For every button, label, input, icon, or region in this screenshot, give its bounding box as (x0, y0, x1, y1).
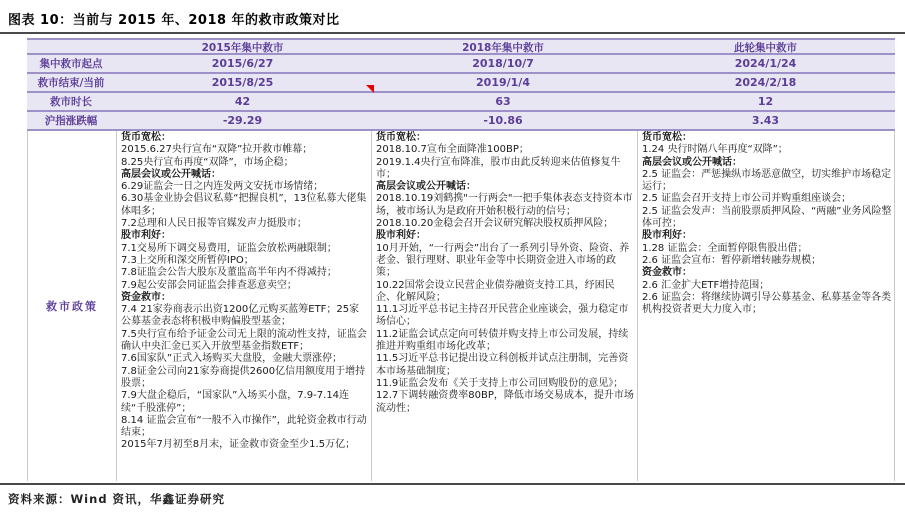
row-label: 集中救市起点 (39, 58, 103, 70)
policy-item: 7.8证监会公告大股东及董监高半年内不得减持； (121, 267, 337, 279)
summary-value: 12 (757, 95, 774, 108)
figure-title: 图表 10：当前与 2015 年、2018 年的救市政策对比 (8, 13, 340, 28)
policy-row (27, 131, 895, 481)
policy-column (371, 131, 637, 481)
summary-value: -29.29 (222, 114, 263, 127)
title-rule (0, 32, 905, 34)
summary-row (27, 55, 895, 74)
policy-section-header: 股市利好： (121, 230, 171, 242)
summary-row (27, 93, 895, 112)
policy-column (637, 131, 896, 481)
policy-column (116, 131, 371, 481)
summary-value: 2018/10/7 (472, 57, 534, 70)
summary-value: 2015/6/27 (211, 57, 274, 70)
policy-item: 10.22国常会设立民营企业债券融资支持工具，纾困民企、化解风险； (376, 279, 615, 303)
policy-item: 11.5习近平总书记提出设立科创板并试点注册制，完善资本市场基础制度； (376, 353, 629, 377)
summary-value: 2019/1/4 (476, 76, 530, 89)
row-label: 救市结束/当前 (37, 77, 105, 89)
summary-value: -10.86 (483, 114, 523, 127)
policy-item: 2.5 证监会：严惩操纵市场恶意做空，切实维护市场稳定运行； (642, 168, 892, 193)
row-label: 救市时长 (50, 96, 92, 108)
summary-value: 2024/1/24 (734, 57, 797, 70)
policy-section-header: 高层会议或公开喊话： (376, 181, 476, 193)
policy-comparison-table (27, 38, 895, 481)
policy-item: 2.6 证监会宣布：暂停新增转融券规模； (642, 254, 822, 266)
policy-section-header: 高层会议或公开喊话： (642, 156, 742, 168)
policy-item: 7.9大盘企稳后，“国家队”入场买小盘，7.9-7.14连续“千股涨停”； (121, 390, 350, 414)
policy-item: 7.4 21家券商表示出资1200亿元购买蓝筹ETF；25家公募基金表态将积极申购偏股型基金； (121, 304, 360, 328)
policy-item: 7.2总理和人民日报等官媒发声力挺股市； (121, 218, 307, 230)
policy-item: 7.6国家队”正式入场购买大盘股，金融大票涨停； (121, 353, 343, 365)
column-header: 2018年集中救市 (462, 42, 544, 54)
policy-item: 7.1交易所下调交易费用，证监会放松两融限制； (121, 242, 337, 254)
policy-item: 2.5 证监会召开支持上市公司并购重组座谈会； (642, 193, 852, 205)
policy-section-header: 股市利好： (642, 230, 692, 242)
policy-item: 7.3上交所和深交所暂停IPO； (121, 254, 254, 266)
source-note: 资料来源：Wind 资讯，华鑫证券研究 (8, 492, 226, 506)
policy-item: 1.28 证监会：全面暂停限售股出借； (642, 242, 808, 254)
policy-item: 2.5 证监会发声：当前股票质押风险、“两融”业务风险整体可控； (642, 205, 892, 230)
column-header: 此轮集中救市 (734, 42, 797, 54)
summary-value: 2024/2/18 (734, 76, 797, 89)
row-label: 沪指涨跌幅 (44, 115, 98, 127)
table-header-row (27, 40, 895, 55)
policy-item: 6.29证监会一日之内连发两文安抚市场情绪； (121, 181, 324, 193)
policy-item: 2018.10.7宣布全面降准100BP； (376, 144, 529, 156)
policy-item: 2015.6.27央行宣布“双降”拉开救市帷幕； (121, 144, 313, 156)
summary-row (27, 74, 895, 93)
policy-item: 11.9证监会发布《关于支持上市公司回购股份的意见》； (376, 377, 624, 389)
policy-item: 10月开始，“一行两会”出台了一系列引导外资、险资、养老金、银行理财、职业年金等中长期资金进入市场的政策； (376, 242, 630, 279)
red-triangle-cell-flag-icon (366, 85, 374, 93)
policy-item: 8.14 证监会宣布“一般不入市操作”，此轮资金救市行动结束； (121, 414, 367, 439)
policy-section-header: 高层会议或公开喊话： (121, 168, 221, 180)
policy-item: 2018.10.19刘鹤携"一行两会"一把手集体表态支持资本市场，被市场认为是政府开始积极行动的信号； (376, 193, 633, 217)
policy-section-header: 货币宽松： (376, 132, 426, 143)
policy-item: 6.30基金业协会倡议私募“把握良机”，13位私募大佬集体唱多； (121, 193, 367, 217)
summary-rows (27, 55, 895, 131)
policy-section-header: 货币宽松： (642, 132, 692, 143)
policy-section-header: 资金救市： (121, 291, 171, 303)
policy-item: 2.6 证监会：将继续协调引导公募基金、私募基金等各类机构投资者更大力度入市； (642, 291, 892, 316)
summary-row (27, 112, 895, 131)
policy-item: 2015年7月初至8月末，证金救市资金至少1.5万亿； (121, 439, 356, 451)
policy-item: 11.1习近平总书记主持召开民营企业座谈会，强力稳定市场信心； (376, 304, 629, 328)
summary-value: 42 (234, 95, 251, 108)
policy-item: 2019.1.4央行宣布降准，股市由此反转迎来估值修复牛市； (376, 156, 621, 180)
policy-item: 1.24 央行时隔八年再度“双降”； (642, 144, 788, 156)
policy-section-header: 货币宽松： (121, 132, 171, 143)
policy-section-header: 资金救市： (642, 267, 692, 279)
summary-value: 63 (495, 95, 511, 108)
policy-item: 2.6 汇金扩大ETF增持范围； (642, 279, 770, 291)
policy-section-header: 股市利好： (376, 230, 426, 242)
policy-row-label: 救市政策 (46, 300, 98, 313)
summary-value: 3.43 (751, 114, 780, 127)
policy-item: 2018.10.20金稳会召开会议研究解决股权质押风险； (376, 218, 614, 230)
policy-item: 12.7下调转融资费率80BP，降低市场交易成本，提升市场流动性； (376, 390, 634, 414)
policy-item: 7.8证金公司向21家券商提供2600亿信用额度用于增持股票； (121, 365, 366, 389)
policy-item: 7.9起公安部会同证监会排查恶意卖空； (121, 279, 297, 291)
policy-item: 11.2证监会试点定向可转债并购支持上市公司发展，持续推进并购重组市场化改革； (376, 328, 629, 353)
summary-value: 2015/8/25 (211, 76, 274, 89)
column-header: 2015年集中救市 (201, 42, 284, 54)
policy-item: 7.5央行宣布给予证金公司无上限的流动性支持，证监会确认中央汇金已买入开放型基金指数ETF； (121, 328, 367, 353)
policy-item: 8.25央行宣布再度“双降”，市场企稳； (121, 156, 294, 168)
